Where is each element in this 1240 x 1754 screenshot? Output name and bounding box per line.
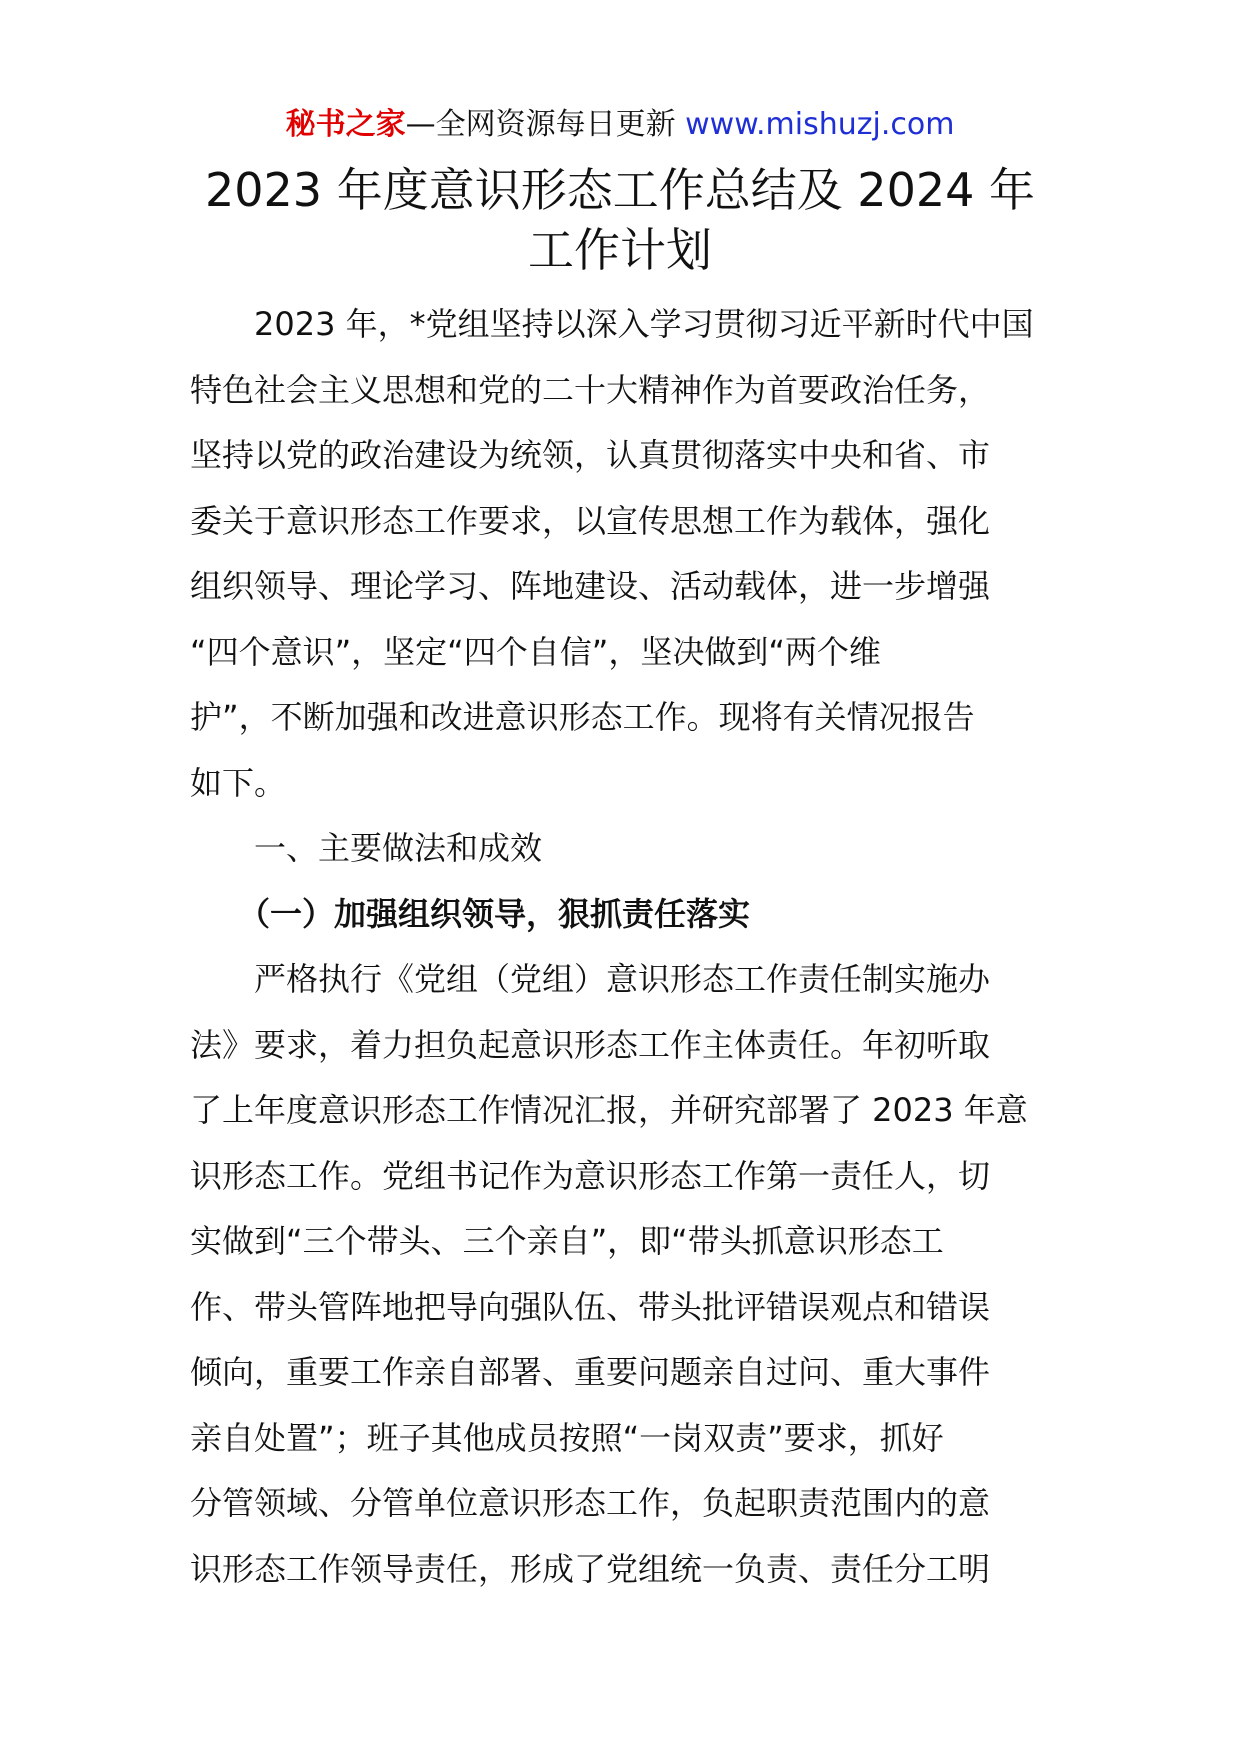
paragraph-line: 倾向，重要工作亲自部署、重要问题亲自过问、重大事件 bbox=[190, 1353, 991, 1391]
document-title bbox=[150, 160, 1090, 280]
site-url[interactable]: www.mishuzj.com bbox=[685, 107, 955, 142]
paragraph-line: 特色社会主义思想和党的二十大精神作为首要政治任务， bbox=[190, 370, 991, 409]
paragraph-line: “四个意识”，坚定“四个自信”，坚决做到“两个维 bbox=[190, 632, 881, 671]
paragraph-line: 坚持以党的政治建设为统领，认真贯彻落实中央和省、市 bbox=[190, 436, 991, 474]
site-name: 秘书之家 bbox=[285, 107, 406, 142]
site-tagline: —全网资源每日更新 bbox=[405, 107, 686, 142]
paragraph-line: 作、带头管阵地把导向强队伍、带头批评错误观点和错误 bbox=[190, 1287, 991, 1326]
paragraph-line: 委关于意识形态工作要求，以宣传思想工作为载体，强化 bbox=[190, 501, 991, 540]
paragraph-line: 严格执行《党组（党组）意识形态工作责任制实施办 bbox=[254, 960, 991, 998]
source-header bbox=[0, 103, 1240, 147]
subsection-heading: （一）加强组织领导，狠抓责任落实 bbox=[238, 894, 751, 933]
paragraph-line: 亲自处置”；班子其他成员按照“一岗双责”要求，抓好 bbox=[190, 1418, 944, 1457]
section-heading: 一、主要做法和成效 bbox=[254, 829, 543, 867]
paragraph-line: 法》要求，着力担负起意识形态工作主体责任。年初听取 bbox=[190, 1025, 991, 1064]
document-body bbox=[190, 292, 1060, 1602]
paragraph-line: 识形态工作领导责任，形成了党组统一负责、责任分工明 bbox=[190, 1549, 991, 1588]
title-line-2: 工作计划 bbox=[528, 223, 712, 277]
paragraph-line: 实做到“三个带头、三个亲自”，即“带头抓意识形态工 bbox=[190, 1222, 944, 1260]
paragraph-line: 了上年度意识形态工作情况汇报，并研究部署了 2023 年意 bbox=[190, 1091, 1028, 1129]
paragraph-line: 护”，不断加强和改进意识形态工作。现将有关情况报告 bbox=[190, 698, 975, 736]
paragraph-line: 2023 年，*党组坚持以深入学习贯彻习近平新时代中国 bbox=[254, 305, 1034, 343]
paragraph-line: 识形态工作。党组书记作为意识形态工作第一责任人，切 bbox=[190, 1156, 991, 1195]
paragraph-line: 如下。 bbox=[190, 763, 287, 802]
paragraph-line: 分管领域、分管单位意识形态工作，负起职责范围内的意 bbox=[190, 1484, 991, 1522]
title-line-1: 2023 年度意识形态工作总结及 2024 年 bbox=[205, 163, 1035, 217]
paragraph-line: 组织领导、理论学习、阵地建设、活动载体，进一步增强 bbox=[190, 567, 991, 605]
